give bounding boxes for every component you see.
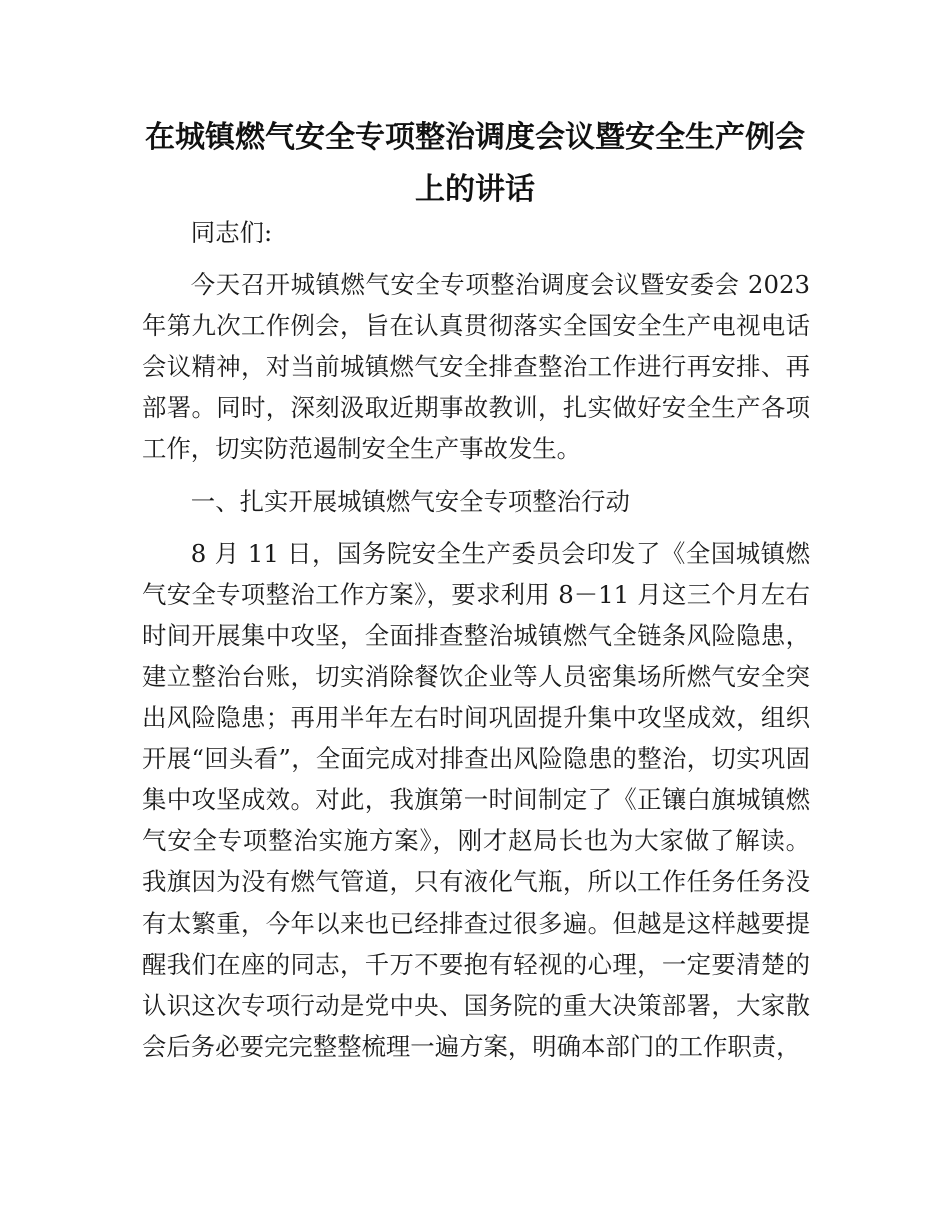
paragraph-intro: 今天召开城镇燃气安全专项整治调度会议暨安委会 2023 年第九次工作例会，旨在认真贯彻落实全国安全生产电视电话会议精神，对当前城镇燃气安全排查整治工作进行再安排、再部署。同时，深刻汲取近期事故教训，扎实做好安全生产各项工作，切实防范遏制安全生产事故发生。 <box>142 270 810 464</box>
section-heading-1: 一、扎实开展城镇燃气安全专项整治行动 <box>190 486 630 516</box>
document-body <box>142 212 810 1067</box>
paragraph-section-1: 8 月 11 日，国务院安全生产委员会印发了《全国城镇燃气安全专项整治工作方案》，要求利用 8－11 月这三个月左右时间开展集中攻坚，全面排查整治城镇燃气全链条风险隐患，建立整治台账，切实消除餐饮企业等人员密集场所燃气安全突出风险隐患；再用半年左右时间巩固提升集中攻坚成效，组织开展“回头看”，全面完成对排查出风险隐患的整治，切实巩固集中攻坚成效。对此，我旗第一时间制定了《正镶白旗城镇燃气安全专项整治实施方案》，刚才赵局长也为大家做了解读。我旗因为没有燃气管道，只有液化气瓶，所以工作任务任务没有太繁重，今年以来也已经排查过很多遍。但越是这样越要提醒我们在座的同志，千万不要抱有轻视的心理，一定要清楚的认识这次专项行动是党中央、国务院的重大决策部署，大家散会后务必要完完整整梳理一遍方案，明确本部门的工作职责， <box>142 538 810 1061</box>
salutation: 同志们: <box>190 218 273 247</box>
document-title: 在城镇燃气安全专项整治调度会议暨安全生产例会上的讲话 <box>145 120 805 207</box>
